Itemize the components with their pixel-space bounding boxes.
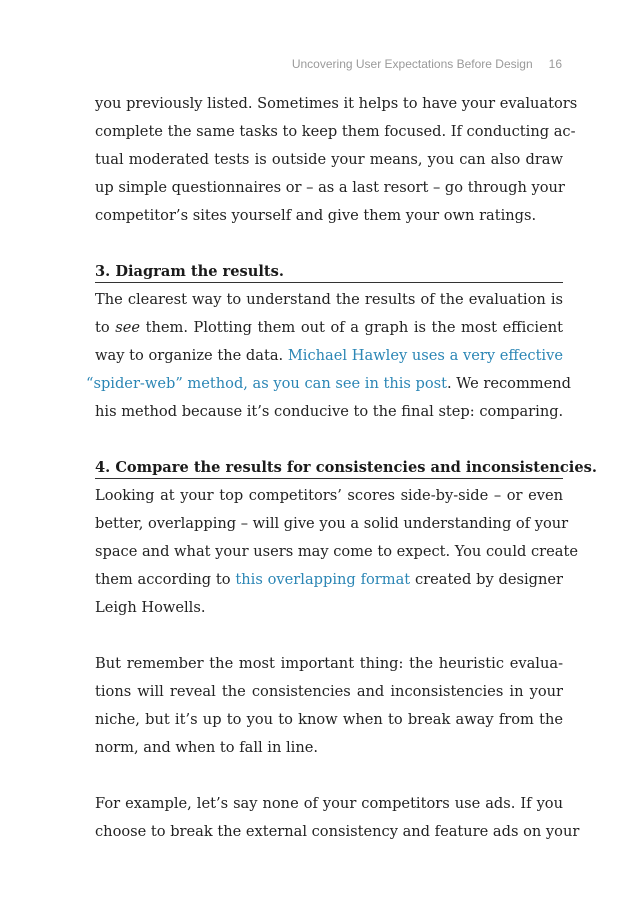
section-heading-3: 3. Diagram the results. [95,263,284,280]
hawley-link-continued[interactable]: “spider-web” method, as you can see in this post [86,375,448,392]
section-heading-4: 4. Compare the results for consistencies and inconsistencies. [95,459,597,476]
text-run: them according to [95,571,236,588]
paragraph-line: tions will reveal the consistencies and inconsistencies in your [95,683,563,700]
paragraph-line: But remember the most important thing: the heuristic evalua- [95,655,563,672]
paragraph-line [95,342,563,370]
text-run: created by designer [410,571,563,588]
paragraph-line: Looking at your top competitors’ scores side-by-side – or even [95,487,563,504]
running-header [292,57,562,71]
paragraph-line: niche, but it’s up to you to know when to break away from the [95,711,563,728]
paragraph-line: Leigh Howells. [95,599,206,616]
paragraph-line: you previously listed. Sometimes it helps to have your evaluators [95,95,578,112]
running-title: Uncovering User Expectations Before Design [291,57,533,71]
text-run: them. Plotting them out of a graph is the most efficient [140,319,563,336]
heading-underline [95,478,563,479]
paragraph-line: For example, let’s say none of your competitors use ads. If you [95,795,563,812]
emphasis-text: see [115,319,140,336]
text-run: way to organize the data. [95,347,288,364]
paragraph-line [86,370,572,398]
paragraph-line: his method because it’s conducive to the final step: comparing. [95,403,564,420]
paragraph-line [95,566,563,594]
paragraph-line: complete the same tasks to keep them focused. If conducting ac- [95,123,576,140]
paragraph-line: space and what your users may come to expect. You could create [95,543,578,560]
paragraph-line: competitor’s sites yourself and give them your own ratings. [95,207,537,224]
paragraph-line: better, overlapping – will give you a solid understanding of your [95,515,569,532]
heading-underline [95,282,563,283]
paragraph-line: norm, and when to fall in line. [95,739,319,756]
paragraph-line: The clearest way to understand the results of the evaluation is [95,291,563,308]
hawley-link[interactable]: Michael Hawley uses a very effective [287,347,563,364]
overlapping-format-link[interactable]: this overlapping format [235,571,411,588]
paragraph-line: tual moderated tests is outside your means, you can also draw [95,151,563,168]
text-run: . We recommend [447,375,572,392]
paragraph-line: choose to break the external consistency and feature ads on your [95,823,580,840]
paragraph-line [95,314,563,342]
paragraph-line: up simple questionnaires or – as a last resort – go through your [95,179,565,196]
text-run: to [95,319,116,336]
page-number: 16 [548,57,562,71]
